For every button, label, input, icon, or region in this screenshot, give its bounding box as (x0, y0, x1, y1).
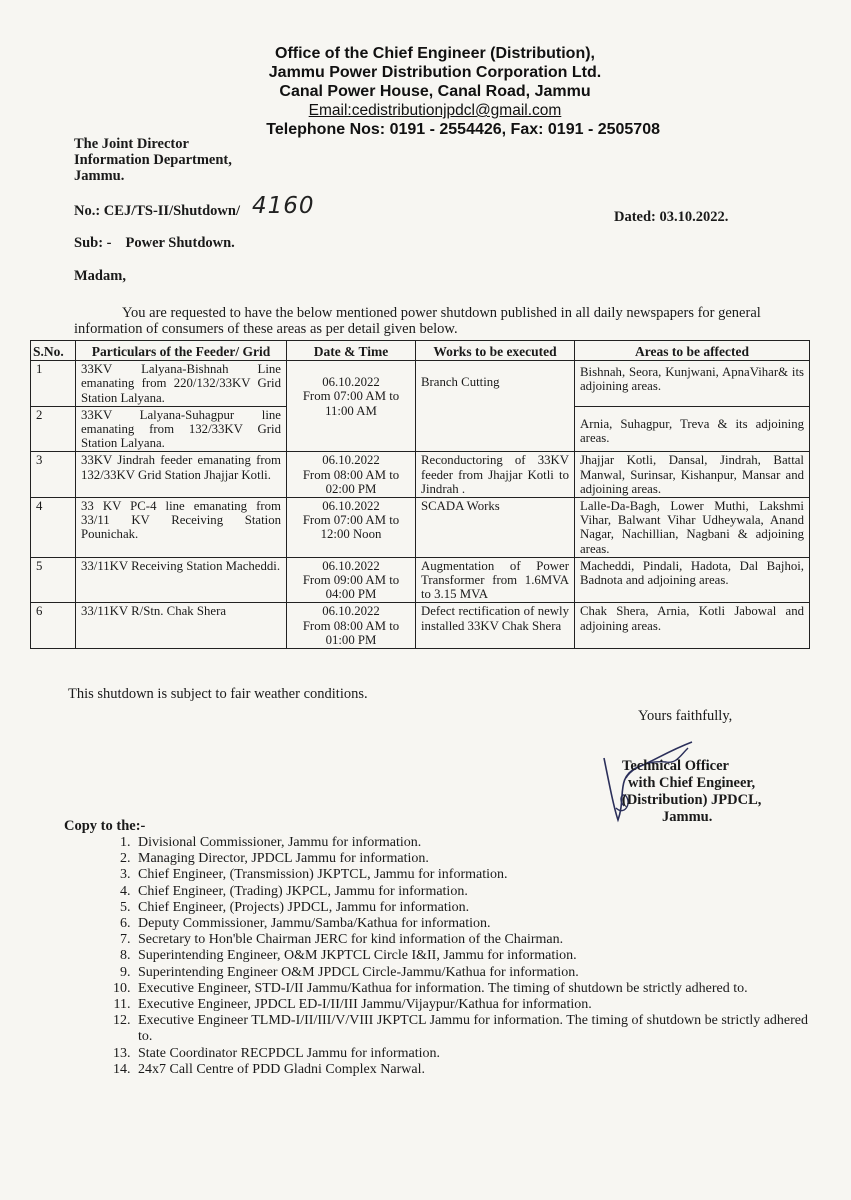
list-item: 4. Chief Engineer, (Trading) JKPCL, Jammu for information. (134, 884, 814, 900)
cell-particulars: 33/11KV R/Stn. Chak Shera (76, 603, 287, 649)
shutdown-time: From 09:00 AM to 04:00 PM (302, 573, 400, 602)
signatory-line: Technical Officer (622, 758, 729, 774)
signatory-block (622, 758, 761, 826)
cell-datetime (287, 361, 416, 452)
cell-sno: 2 (31, 406, 76, 452)
shutdown-time: From 08:00 AM to 02:00 PM (302, 467, 400, 496)
subject-label: Sub: - (74, 235, 112, 251)
cell-particulars: 33/11KV Receiving Station Macheddi. (76, 557, 287, 603)
list-item: 11. Executive Engineer, JPDCL ED-I/II/III Jammu/Vijaypur/Kathua for information. (134, 997, 814, 1013)
cell-areas: Lalle-Da-Bagh, Lower Muthi, Lakshmi Vihar, Balwant Vihar Udheywala, Anand Nagar, Nachillian, Nagbani & adjoining areas. (575, 498, 810, 558)
handwritten-reference-number: 4160 (252, 193, 315, 219)
cell-particulars: 33KV Lalyana-Bishnah Line emanating from 220/132/33KV Grid Station Lalyana. (76, 361, 287, 407)
list-item: 10. Executive Engineer, STD-I/II Jammu/Kathua for information. The timing of shutdown be strictly adhered to. (134, 981, 814, 997)
cell-datetime (287, 452, 416, 498)
cell-areas: Chak Shera, Arnia, Kotli Jabowal and adjoining areas. (575, 603, 810, 649)
closing-line: Yours faithfully, (638, 708, 733, 724)
cell-works: Reconductoring of 33KV feeder from Jhajjar Kotli to Jindrah . (416, 452, 575, 498)
cell-sno: 4 (31, 498, 76, 558)
cell-areas: Bishnah, Seora, Kunjwani, ApnaVihar& its adjoining areas. (575, 361, 810, 407)
cell-datetime (287, 603, 416, 649)
subject-text: Power Shutdown. (125, 235, 235, 251)
cell-datetime (287, 557, 416, 603)
addressee-line: Information Department, (74, 152, 232, 168)
table-header-row (31, 341, 810, 361)
header-works: Works to be executed (416, 341, 575, 361)
subject-line (74, 235, 235, 252)
list-item: 14. 24x7 Call Centre of PDD Gladni Complex Narwal. (134, 1062, 814, 1078)
list-item: 8. Superintending Engineer, O&M JKPTCL Circle I&II, Jammu for information. (134, 948, 814, 964)
shutdown-schedule-table (30, 340, 810, 649)
cell-sno: 5 (31, 557, 76, 603)
table-row (31, 557, 810, 603)
list-item: 5. Chief Engineer, (Projects) JPDCL, Jammu for information. (134, 900, 814, 916)
cell-works: Branch Cutting (416, 361, 575, 452)
cell-particulars: 33KV Jindrah feeder emanating from 132/33KV Grid Station Jhajjar Kotli. (76, 452, 287, 498)
cell-areas: Macheddi, Pindali, Hadota, Dal Bajhoi, Badnota and adjoining areas. (575, 557, 810, 603)
shutdown-date: 06.10.2022 (322, 499, 380, 514)
office-name: Office of the Chief Engineer (Distribution), (275, 45, 595, 62)
signatory-line: Jammu. (662, 809, 713, 825)
list-item: 12. Executive Engineer TLMD-I/II/III/V/VIII JKPTCL Jammu for information. The timing of shutdown be strictly adhered to. (134, 1013, 814, 1045)
list-item: 6. Deputy Commissioner, Jammu/Samba/Kathua for information. (134, 916, 814, 932)
cell-sno: 6 (31, 603, 76, 649)
list-item: 2. Managing Director, JPDCL Jammu for information. (134, 851, 814, 867)
shutdown-date: 06.10.2022 (322, 558, 380, 573)
cell-sno: 1 (31, 361, 76, 407)
signatory-line: with Chief Engineer, (628, 775, 756, 791)
shutdown-time: From 08:00 AM to 01:00 PM (302, 618, 400, 647)
addressee-line: Jammu. (74, 168, 125, 184)
signatory-line: (Distribution) JPDCL, (622, 792, 762, 808)
shutdown-time: From 07:00 AM to 11:00 AM (302, 389, 400, 418)
cell-works: SCADA Works (416, 498, 575, 558)
office-phone: Telephone Nos: 0191 - 2554426, Fax: 0191 - 2505708 (266, 121, 660, 138)
salutation: Madam, (74, 268, 126, 284)
reference-number-label: No.: CEJ/TS-II/Shutdown/ (74, 203, 240, 219)
office-address: Canal Power House, Canal Road, Jammu (279, 83, 591, 100)
cell-particulars: 33KV Lalyana-Suhagpur line emanating from 132/33KV Grid Station Lalyana. (76, 406, 287, 452)
header-datetime: Date & Time (287, 341, 416, 361)
cell-sno: 3 (31, 452, 76, 498)
shutdown-time: From 07:00 AM to 12:00 Noon (302, 513, 400, 542)
letter-date: Dated: 03.10.2022. (614, 209, 729, 225)
shutdown-date: 06.10.2022 (322, 375, 380, 390)
header-sno: S.No. (31, 341, 76, 361)
cell-datetime (287, 498, 416, 558)
shutdown-date: 06.10.2022 (322, 453, 380, 468)
cell-works: Augmentation of Power Transformer from 1.6MVA to 3.15 MVA (416, 557, 575, 603)
addressee-block (74, 136, 232, 184)
table-row (31, 452, 810, 498)
weather-note: This shutdown is subject to fair weather conditions. (68, 686, 368, 702)
table-row (31, 361, 810, 407)
header-areas: Areas to be affected (575, 341, 810, 361)
shutdown-date: 06.10.2022 (322, 604, 380, 619)
cell-areas: Jhajjar Kotli, Dansal, Jindrah, Battal Manwal, Surinsar, Kishanpur, Mansar and adjoining areas. (575, 452, 810, 498)
list-item: 3. Chief Engineer, (Transmission) JKPTCL, Jammu for information. (134, 867, 814, 883)
corporation-name: Jammu Power Distribution Corporation Ltd. (268, 64, 602, 81)
table-row (31, 603, 810, 649)
list-item: 7. Secretary to Hon'ble Chairman JERC for kind information of the Chairman. (134, 932, 814, 948)
cell-works: Defect rectification of newly installed 33KV Chak Shera (416, 603, 575, 649)
addressee-line: The Joint Director (74, 136, 189, 152)
body-paragraph: You are requested to have the below mentioned power shutdown published in all daily newspapers for general information of consumers of these areas as per detail given below. (74, 305, 761, 337)
list-item: 1. Divisional Commissioner, Jammu for information. (134, 835, 814, 851)
cell-areas: Arnia, Suhagpur, Treva & its adjoining areas. (575, 406, 810, 452)
copy-to-list (64, 835, 814, 1078)
letterhead (230, 44, 660, 139)
table-row (31, 498, 810, 558)
list-item: 13. State Coordinator RECPDCL Jammu for information. (134, 1046, 814, 1062)
list-item: 9. Superintending Engineer O&M JPDCL Circle-Jammu/Kathua for information. (134, 965, 814, 981)
header-particulars: Particulars of the Feeder/ Grid (76, 341, 287, 361)
copy-to-label: Copy to the:- (64, 818, 146, 834)
office-email: Email:cedistributionjpdcl@gmail.com (308, 102, 562, 119)
cell-particulars: 33 KV PC-4 line emanating from 33/11 KV Receiving Station Pounichak. (76, 498, 287, 558)
